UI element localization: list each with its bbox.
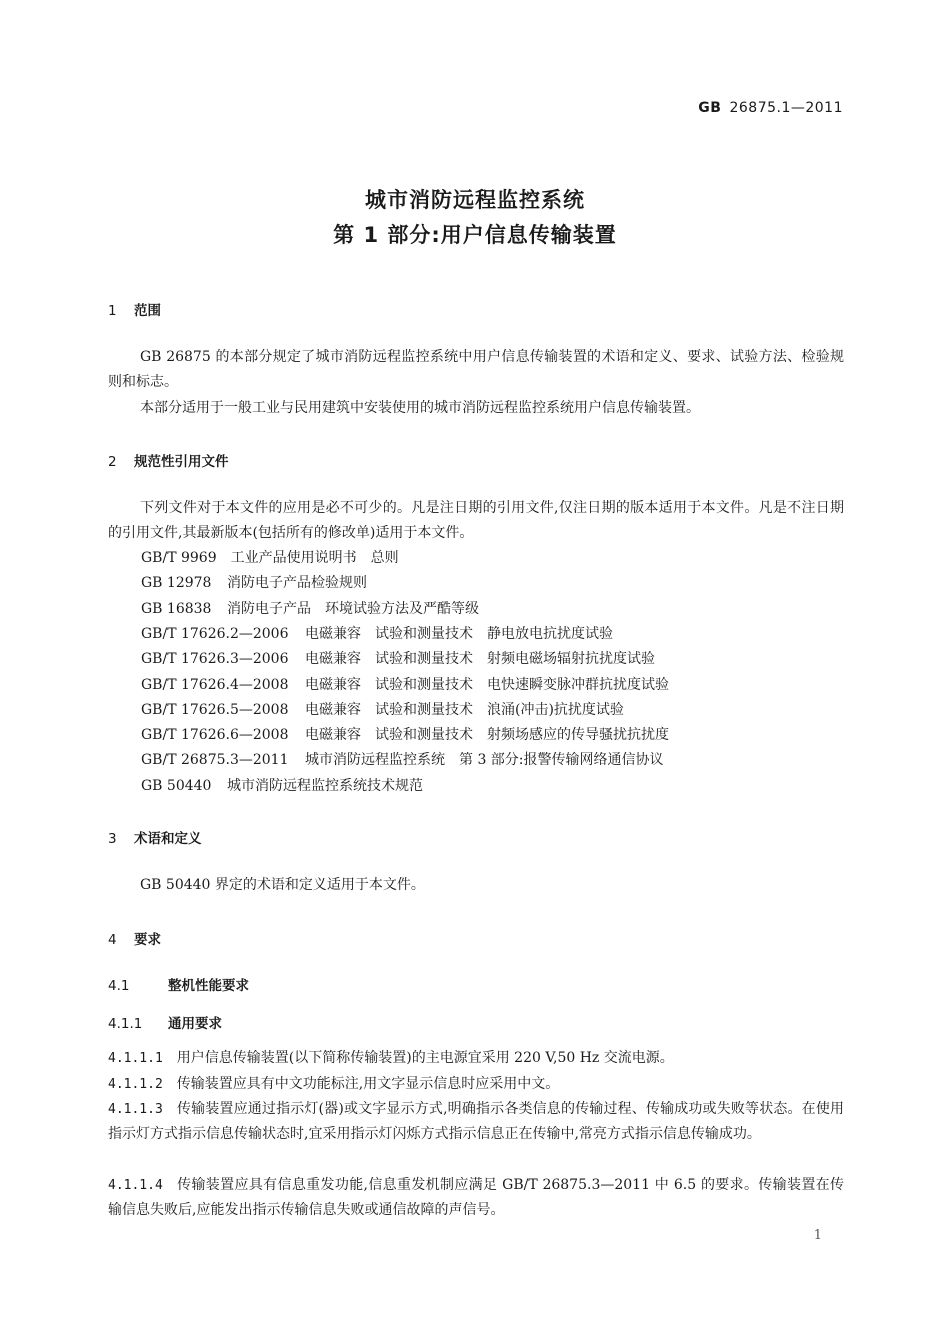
section-1-paragraph-1: GB 26875 的本部分规定了城市消防远程监控系统中用户信息传输装置的术语和定义、要求、试验方法、检验规则和标志。 <box>108 349 844 390</box>
clause-4-1-1-4 <box>108 1173 844 1223</box>
standard-prefix: GB <box>698 100 722 116</box>
section-number: 4 <box>108 932 117 948</box>
reference-code: GB 50440 <box>141 778 212 794</box>
clause-number: 4.1.1.3 <box>108 1102 163 1117</box>
reference-title: 工业产品使用说明书 总则 <box>230 550 399 566</box>
reference-code: GB 16838 <box>141 601 212 617</box>
clause-text: 用户信息传输装置(以下简称传输装置)的主电源宜采用 220 V,50 Hz 交流电源。 <box>176 1050 674 1066</box>
section-title: 范围 <box>134 303 161 319</box>
section-2-paragraph-1: 下列文件对于本文件的应用是必不可少的。凡是注日期的引用文件,仅注日期的版本适用于本文件。凡是不注日期的引用文件,其最新版本(包括所有的修改单)适用于本文件。 <box>108 500 844 541</box>
reference-item <box>141 622 613 647</box>
reference-item <box>141 546 399 571</box>
clause-4-1-1-3 <box>108 1097 844 1147</box>
reference-code: GB/T 17626.4—2008 <box>141 677 289 693</box>
section-title: 规范性引用文件 <box>134 454 229 470</box>
reference-title: 电磁兼容 试验和测量技术 电快速瞬变脉冲群抗扰度试验 <box>305 677 669 693</box>
reference-title: 消防电子产品 环境试验方法及严酷等级 <box>227 601 479 617</box>
reference-code: GB/T 26875.3—2011 <box>141 752 289 768</box>
section-1-heading <box>108 299 161 319</box>
reference-title: 电磁兼容 试验和测量技术 射频场感应的传导骚扰抗扰度 <box>305 727 669 743</box>
clause-text: 传输装置应具有中文功能标注,用文字显示信息时应采用中文。 <box>176 1076 560 1092</box>
standard-code <box>698 100 843 116</box>
clause-4-1-1-2 <box>108 1072 844 1097</box>
clause-text: 传输装置应通过指示灯(器)或文字显示方式,明确指示各类信息的传输过程、传输成功或失败等状态。在使用指示灯方式指示信息传输状态时,宜采用指示灯闪烁方式指示信息正在传输中,常亮方式指示信息传输成功。 <box>108 1101 844 1142</box>
clause-text: 传输装置应具有信息重发功能,信息重发机制应满足 GB/T 26875.3—2011 中 6.5 的要求。传输装置在传输信息失败后,应能发出指示传输信息失败或通信故障的声信号。 <box>108 1177 844 1218</box>
reference-code: GB/T 17626.2—2006 <box>141 626 289 642</box>
reference-title: 电磁兼容 试验和测量技术 浪涌(冲击)抗扰度试验 <box>305 702 624 718</box>
clause-number: 4.1.1.2 <box>108 1077 163 1092</box>
section-number: 4.1.1 <box>108 1016 143 1032</box>
section-number: 2 <box>108 454 117 470</box>
clause-number: 4.1.1.1 <box>108 1051 163 1066</box>
reference-title: 消防电子产品检验规则 <box>227 575 367 591</box>
reference-item <box>141 673 669 698</box>
standard-number: 26875.1—2011 <box>729 100 843 116</box>
section-4-1-1-heading <box>108 1012 222 1032</box>
document-title: 城市消防远程监控系统 <box>365 188 585 212</box>
page-number: 1 <box>813 1228 822 1243</box>
clause-number: 4.1.1.4 <box>108 1178 163 1193</box>
reference-code: GB/T 9969 <box>141 550 217 566</box>
reference-code: GB 12978 <box>141 575 212 591</box>
section-4-1-heading <box>108 974 249 994</box>
section-1-paragraph-2: 本部分适用于一般工业与民用建筑中安装使用的城市消防远程监控系统用户信息传输装置。 <box>140 400 700 416</box>
reference-item <box>141 723 669 748</box>
reference-title: 电磁兼容 试验和测量技术 静电放电抗扰度试验 <box>305 626 613 642</box>
section-title: 通用要求 <box>168 1016 222 1032</box>
reference-item <box>141 698 624 723</box>
reference-code: GB/T 17626.3—2006 <box>141 651 289 667</box>
section-number: 1 <box>108 303 117 319</box>
reference-title: 城市消防远程监控系统 第 3 部分:报警传输网络通信协议 <box>305 752 664 768</box>
reference-item <box>141 748 664 773</box>
section-3-paragraph-1: GB 50440 界定的术语和定义适用于本文件。 <box>140 877 425 893</box>
reference-item <box>141 571 367 596</box>
section-2-heading <box>108 450 229 470</box>
section-title: 整机性能要求 <box>168 978 249 994</box>
reference-title: 电磁兼容 试验和测量技术 射频电磁场辐射抗扰度试验 <box>305 651 655 667</box>
reference-item <box>141 597 479 622</box>
document-subtitle: 第 1 部分:用户信息传输装置 <box>333 223 617 247</box>
reference-title: 城市消防远程监控系统技术规范 <box>227 778 423 794</box>
reference-code: GB/T 17626.5—2008 <box>141 702 289 718</box>
reference-item <box>141 774 423 799</box>
section-number: 4.1 <box>108 978 130 994</box>
section-title: 术语和定义 <box>134 831 202 847</box>
section-4-heading <box>108 928 161 948</box>
clause-4-1-1-1 <box>108 1046 844 1071</box>
reference-item <box>141 647 655 672</box>
section-number: 3 <box>108 831 117 847</box>
reference-code: GB/T 17626.6—2008 <box>141 727 289 743</box>
section-3-heading <box>108 827 202 847</box>
section-title: 要求 <box>134 932 161 948</box>
